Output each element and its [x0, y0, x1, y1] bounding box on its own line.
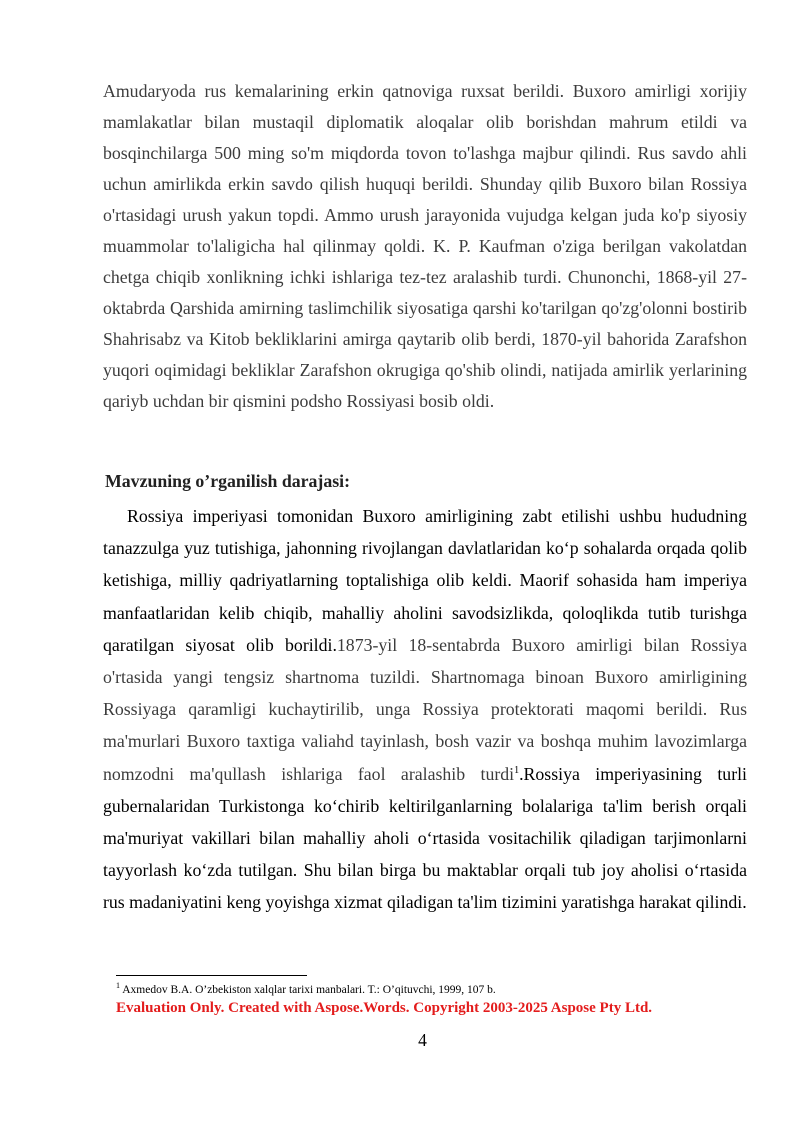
- footnote: [116, 983, 496, 997]
- paragraph-2-text-c: .Rossiya imperiyasining turli gubernalaridan Turkistonga ko‘chirib keltirilganlarning bolalariga ta'lim berish orqali ma'muriyat vakillari bilan mahalliy aholi o‘rtasida vositachilik qiladigan tarjimonlarni tayyorlash ko‘zda tutilgan. Shu bilan birga bu maktablar orqali tub joy aholisi o‘rtasida rus madaniyatini keng yoyishga xizmat qiladigan ta'lim tizimini yaratishga harakat qilindi.: [103, 763, 747, 913]
- evaluation-watermark: Evaluation Only. Created with Aspose.Words. Copyright 2003-2025 Aspose Pty Ltd.: [116, 1000, 653, 1016]
- footnote-reference[interactable]: 1: [514, 764, 520, 776]
- footnote-separator: [116, 975, 307, 976]
- paragraph-2-text-b: 1873-yil 18-sentabrda Buxoro amirligi bilan Rossiya o'rtasida yangi tengsiz shartnoma tuzildi. Shartnomaga binoan Buxoro amirligining Rossiyaga qaramligi kuchaytirilib, unga Rossiya protektorati maqomi berildi. Rus ma'murlari Buxoro taxtiga valiahd tayinlash, bosh vazir va boshqa muhim lavozimlarga nomzodni ma'qullash ishlariga faol aralashib turdi: [103, 634, 747, 784]
- body-paragraph-1: Amudaryoda rus kemalarining erkin qatnoviga ruxsat berildi. Buxoro amirligi xorijiy mamlakatlar bilan mustaqil diplomatik aloqalar olib borishdan mahrum etildi va bosqinchilarga 500 ming so'm miqdorda tovon to'lashga majbur qilindi. Rus savdo ahli uchun amirlikda erkin savdo qilish huquqi berildi. Shunday qilib Buxoro bilan Rossiya o'rtasidagi urush yakun topdi. Ammo urush jarayonida vujudga kelgan juda ko'p siyosiy muammolar to'laligicha hal qilinmay qoldi. K. P. Kaufman o'ziga berilgan vakolatdan chetga chiqib xonlikning ichki ishlariga tez-tez aralashib turdi. Chunonchi, 1868-yil 27-oktabrda Qarshida amirning taslimchilik siyosatiga qarshi ko'tarilgan qo'zg'olonni bostirib Shahrisabz va Kitob bekliklarini amirga qaytarib olib berdi, 1870-yil bahorida Zarafshon yuqori oqimidagi bekliklar Zarafshon okrugiga qo'shib olindi, natijada amirlik yerlarining qariyb uchdan bir qismini podsho Rossiyasi bosib oldi.: [103, 81, 747, 411]
- page-number: 4: [418, 1030, 427, 1050]
- body-paragraph-2: [103, 500, 747, 919]
- footnote-number: 1: [116, 981, 120, 991]
- footnote-text: Axmedov B.A. O’zbekiston xalqlar tarixi manbalari. T.: O’qituvchi, 1999, 107 b.: [120, 984, 496, 996]
- paragraph-2-text-a: Rossiya imperiyasi tomonidan Buxoro amirligining zabt etilishi ushbu hududning tanazzulga yuz tutishiga, jahonning rivojlangan davlatlaridan ko‘p sohalarda orqada qolib ketishiga, milliy qadriyatlarning toptalishiga olib keldi. Maorif sohasida ham imperiya manfaatlaridan kelib chiqib, mahalliy aholini savodsizlikda, qoloqlikda tutib turishga qaratilgan siyosat olib borildi.: [103, 506, 747, 655]
- section-heading: Mavzuning o’rganilish darajasi:: [105, 471, 351, 491]
